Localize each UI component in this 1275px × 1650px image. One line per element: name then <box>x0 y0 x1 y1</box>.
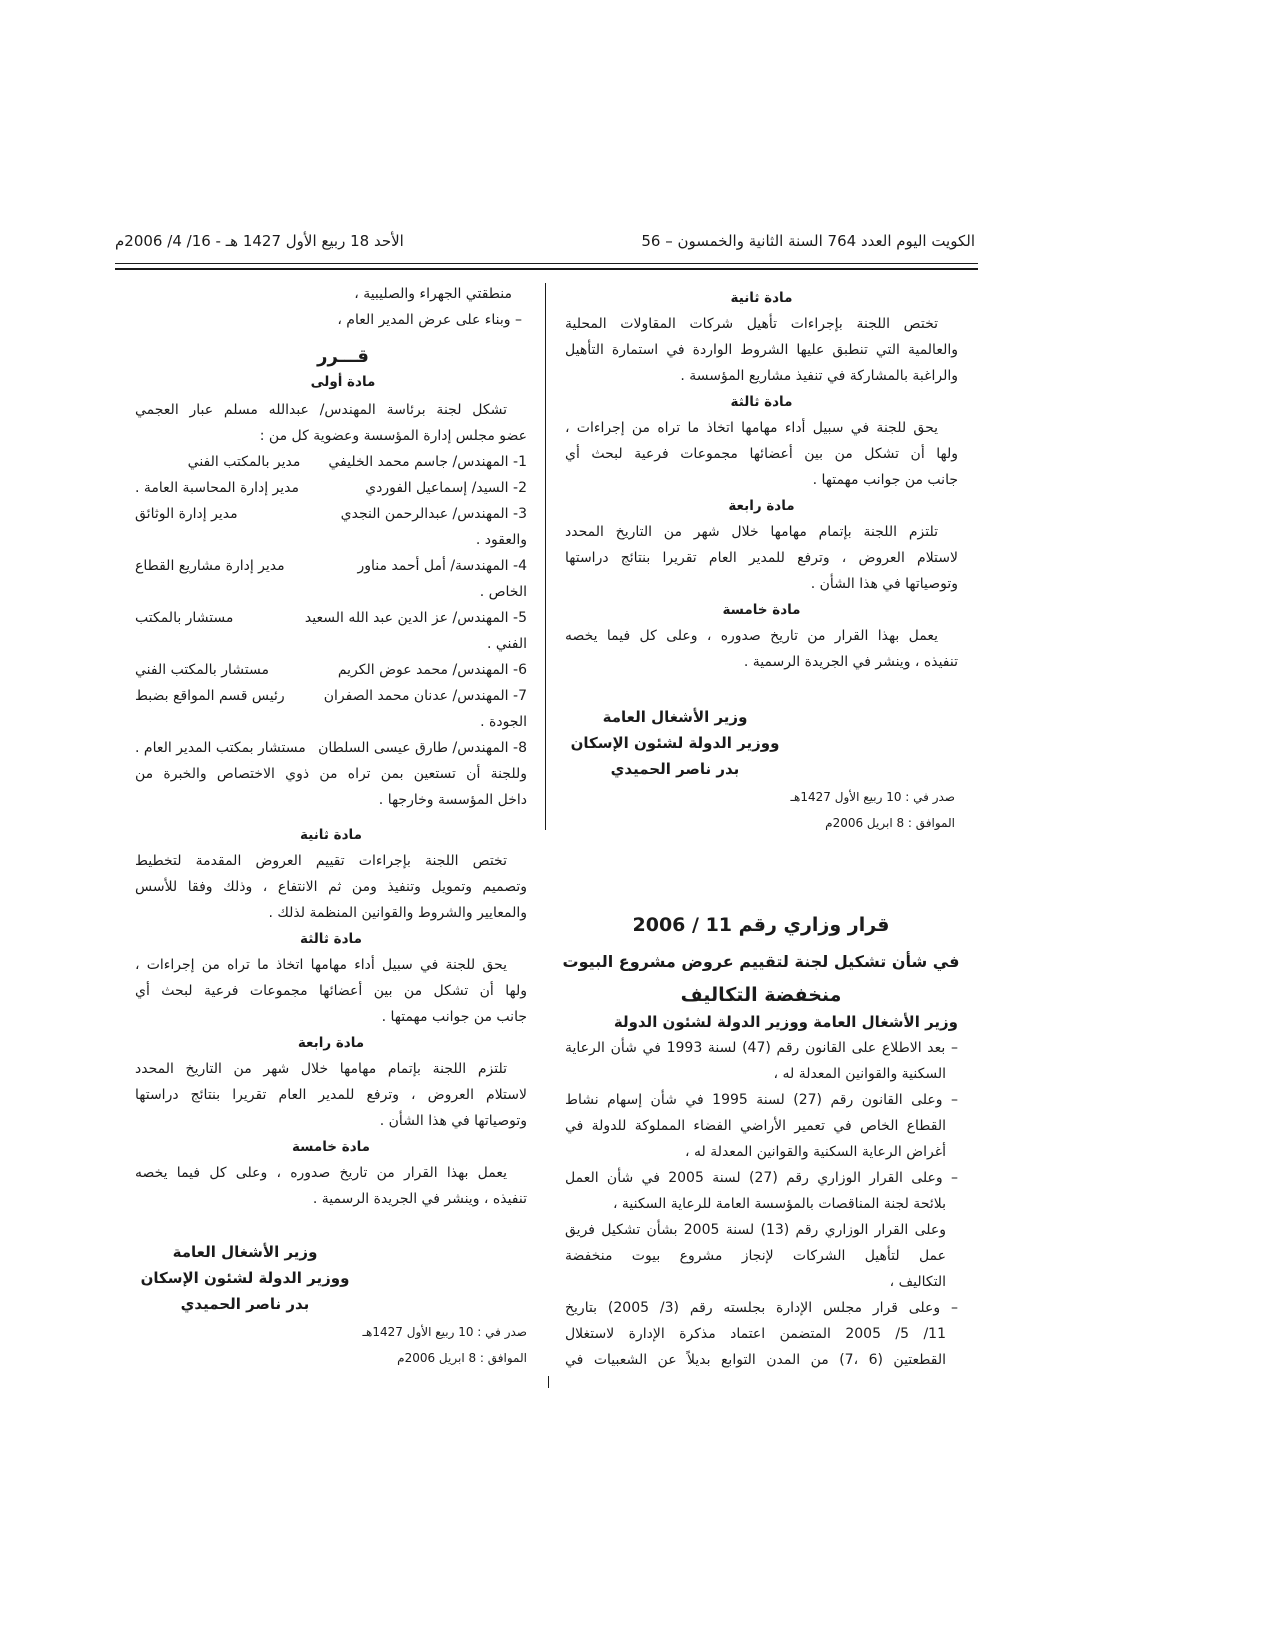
article-heading: مادة ثانية <box>300 827 362 843</box>
article-line: عضو مجلس إدارة المؤسسة وعضوية كل من : <box>259 428 527 444</box>
prev-issued-block <box>755 784 955 836</box>
article-line: ولها أن تشكل من بين أعضائها مجموعات فرعية لبحث أي <box>565 446 958 462</box>
decree-subject: منخفضة التكاليف <box>680 984 842 1006</box>
member-line <box>135 475 527 501</box>
preamble-line: – بعد الاطلاع على القانون رقم (47) لسنة 1993 في شأن الرعاية <box>565 1040 958 1056</box>
preamble-line: وعلى القرار الوزاري رقم (13) لسنة 2005 بشأن تشكيل فريق <box>565 1222 946 1238</box>
header-date: الأحد 18 ربيع الأول 1427 هـ - 16/ 4/ 2006م <box>115 232 404 250</box>
issued-block <box>327 1319 527 1371</box>
member-line-continued: الجودة . <box>480 714 527 730</box>
article-line: لاستلام العروض ، وترفع للمدير العام تقريرا بنتائج دراستها <box>565 550 958 566</box>
decision-verb: قـــرر <box>317 346 369 367</box>
article-heading: مادة خامسة <box>722 602 801 618</box>
header-rule-double <box>115 268 978 270</box>
article-line: تختص اللجنة بإجراءات تقييم العروض المقدمة لتخطيط <box>135 853 507 869</box>
article-line: يحق للجنة في سبيل أداء مهامها اتخاذ ما تراه من إجراءات ، <box>135 957 507 973</box>
article-heading: مادة أولى <box>310 374 376 390</box>
article-line: تلتزم اللجنة بإتمام مهامها خلال شهر من التاريخ المحدد <box>565 524 938 540</box>
member-title: مدير إدارة المحاسبة العامة . <box>135 480 300 496</box>
article-heading: مادة ثالثة <box>730 394 793 410</box>
member-title: مستشار بمكتب المدير العام . <box>135 740 306 756</box>
signature-name: بدر ناصر الحميدي <box>610 760 740 778</box>
article-line: والعالمية التي تنطبق عليها الشروط الواردة في استمارة التأهيل <box>565 342 958 358</box>
member-name: 6- المهندس/ محمد عوض الكريم <box>337 662 527 678</box>
article-line: تنفيذه ، وينشر في الجريدة الرسمية . <box>312 1191 527 1207</box>
column-divider-mark <box>548 1376 549 1388</box>
minister-title: وزير الأشغال العامة ووزير الدولة لشئون الدولة <box>613 1013 958 1031</box>
article-line: يعمل بهذا القرار من تاريخ صدوره ، وعلى كل فيما يخصه <box>135 1165 507 1181</box>
preamble-line: القطاع الخاص في تعمير الأراضي الفضاء المملوكة للدولة في <box>565 1118 946 1134</box>
member-title: مدير بالمكتب الفني <box>187 454 301 470</box>
signature-line: وزير الأشغال العامة <box>172 1243 318 1261</box>
member-line <box>135 449 527 475</box>
member-title: مدير إدارة مشاريع القطاع <box>135 558 285 574</box>
preamble-line: – وعلى القانون رقم (27) لسنة 1995 في شأن إسهام نشاط <box>565 1092 958 1108</box>
article-line: ولها أن تشكل من بين أعضائها مجموعات فرعية لبحث أي <box>135 983 527 999</box>
article-heading: مادة ثالثة <box>300 931 362 947</box>
issued-date-gregorian: الموافق : 8 ابريل 2006م <box>397 1351 527 1365</box>
article-line: جانب من جوانب مهمتها . <box>812 472 958 488</box>
article-line: تشكل لجنة برئاسة المهندس/ عبدالله مسلم عبار العجمي <box>135 402 507 418</box>
prev-decree-articles <box>565 285 958 675</box>
article-line: داخل المؤسسة وخارجها . <box>378 792 527 808</box>
member-line <box>135 657 527 683</box>
member-line <box>135 735 527 761</box>
member-line-continued: والعقود . <box>475 532 527 548</box>
member-name: 3- المهندس/ عبدالرحمن النجدي <box>340 506 527 522</box>
prev-signature-block <box>560 704 790 782</box>
signature-line: ووزير الدولة لشئون الإسكان <box>570 734 780 752</box>
preamble-line: القطعتين (6 ،7) من المدن التوابع بديلاً عن الشعبيات في <box>565 1352 946 1368</box>
article-heading: مادة ثانية <box>730 290 793 306</box>
member-name: 1- المهندس/ جاسم محمد الخليفي <box>328 454 527 470</box>
preamble-line: أغراض الرعاية السكنية والقوانين المعدلة له ، <box>685 1144 946 1160</box>
article-1-block <box>135 397 527 813</box>
issued-date-hijri: صدر في : 10 ربيع الأول 1427هـ <box>362 1325 527 1339</box>
preamble-line: – وعلى القرار الوزاري رقم (27) لسنة 2005 في شأن العمل <box>565 1170 958 1186</box>
article-line: والراغبة بالمشاركة في تنفيذ مشاريع المؤسسة . <box>680 368 958 384</box>
member-name: 8- المهندس/ طارق عيسى السلطان <box>318 740 527 756</box>
header-issue-info: الكويت اليوم العدد 764 السنة الثانية والخمسون – 56 <box>641 232 975 250</box>
header-rule <box>115 263 978 264</box>
preamble-line: عمل لتأهيل الشركات لإنجاز مشروع بيوت منخفضة <box>565 1248 946 1264</box>
decree-title: قرار وزاري رقم 11 / 2006 <box>632 914 890 936</box>
member-line <box>135 683 527 709</box>
article-heading: مادة رابعة <box>297 1035 365 1051</box>
member-line <box>135 553 527 579</box>
signature-line: ووزير الدولة لشئون الإسكان <box>140 1269 350 1287</box>
member-line <box>135 605 527 631</box>
preamble-line: – وبناء على عرض المدير العام ، <box>337 312 522 328</box>
preamble-line: السكنية والقوانين المعدلة له ، <box>773 1066 946 1082</box>
member-title: مستشار بالمكتب الفني <box>135 662 269 678</box>
article-line: تختص اللجنة بإجراءات تأهيل شركات المقاولات المحلية <box>565 316 938 332</box>
article-line: وتوصياتها في هذا الشأن . <box>810 576 958 592</box>
article-line: تلتزم اللجنة بإتمام مهامها خلال شهر من التاريخ المحدد <box>135 1061 507 1077</box>
issued-date-gregorian: الموافق : 8 ابريل 2006م <box>825 816 955 830</box>
decree-articles <box>135 822 527 1212</box>
article-line: وتصميم وتمويل وتنفيذ ومن ثم الانتفاع ، وذلك وفقا للأسس <box>135 879 527 895</box>
preamble-continued <box>135 281 527 333</box>
article-line: جانب من جوانب مهمتها . <box>381 1009 527 1025</box>
preamble-line: – وعلى قرار مجلس الإدارة بجلسته رقم (3/ 2005) بتاريخ <box>565 1300 958 1316</box>
preamble-line: التكاليف ، <box>889 1274 946 1290</box>
preamble-block <box>565 1035 958 1373</box>
member-title: رئيس قسم المواقع بضبط <box>135 688 285 704</box>
signature-block <box>130 1239 360 1317</box>
member-line <box>135 501 527 527</box>
signature-name: بدر ناصر الحميدي <box>180 1295 310 1313</box>
member-name: 5- المهندس/ عز الدين عبد الله السعيد <box>304 610 527 626</box>
signature-line: وزير الأشغال العامة <box>602 708 748 726</box>
article-line: يعمل بهذا القرار من تاريخ صدوره ، وعلى كل فيما يخصه <box>565 628 938 644</box>
preamble-line: 11/ 5/ 2005 المتضمن اعتماد مذكرة الإدارة لاستغلال <box>565 1326 946 1342</box>
article-line: والمعايير والشروط والقوانين المنظمة لذلك . <box>268 905 527 921</box>
article-line: لاستلام العروض ، وترفع للمدير العام تقريرا بنتائج دراستها <box>135 1087 527 1103</box>
article-line: وللجنة أن تستعين بمن تراه من ذوي الاختصاص والخبرة من <box>135 766 527 782</box>
article-line: وتوصياتها في هذا الشأن . <box>379 1113 527 1129</box>
preamble-line: منطقتي الجهراء والصليبية ، <box>354 286 512 302</box>
article-heading: مادة رابعة <box>728 498 795 514</box>
member-line-continued: الخاص . <box>479 584 527 600</box>
article-line: تنفيذه ، وينشر في الجريدة الرسمية . <box>743 654 958 670</box>
member-line-continued: الفني . <box>486 636 527 652</box>
member-name: 2- السيد/ إسماعيل الفوردي <box>365 480 527 496</box>
preamble-line: بلائحة لجنة المناقصات بالمؤسسة العامة للرعاية السكنية ، <box>612 1196 946 1212</box>
article-heading: مادة خامسة <box>291 1139 371 1155</box>
member-name: 7- المهندس/ عدنان محمد الصفران <box>323 688 527 704</box>
article-line: يحق للجنة في سبيل أداء مهامها اتخاذ ما تراه من إجراءات ، <box>565 420 938 436</box>
member-title: مدير إدارة الوثائق <box>135 506 238 522</box>
member-name: 4- المهندسة/ أمل أحمد مناور <box>357 558 527 574</box>
member-title: مستشار بالمكتب <box>135 610 234 626</box>
decree-subject: في شأن تشكيل لجنة لتقييم عروض مشروع البيوت <box>562 952 960 971</box>
issued-date-hijri: صدر في : 10 ربيع الأول 1427هـ <box>790 790 955 804</box>
